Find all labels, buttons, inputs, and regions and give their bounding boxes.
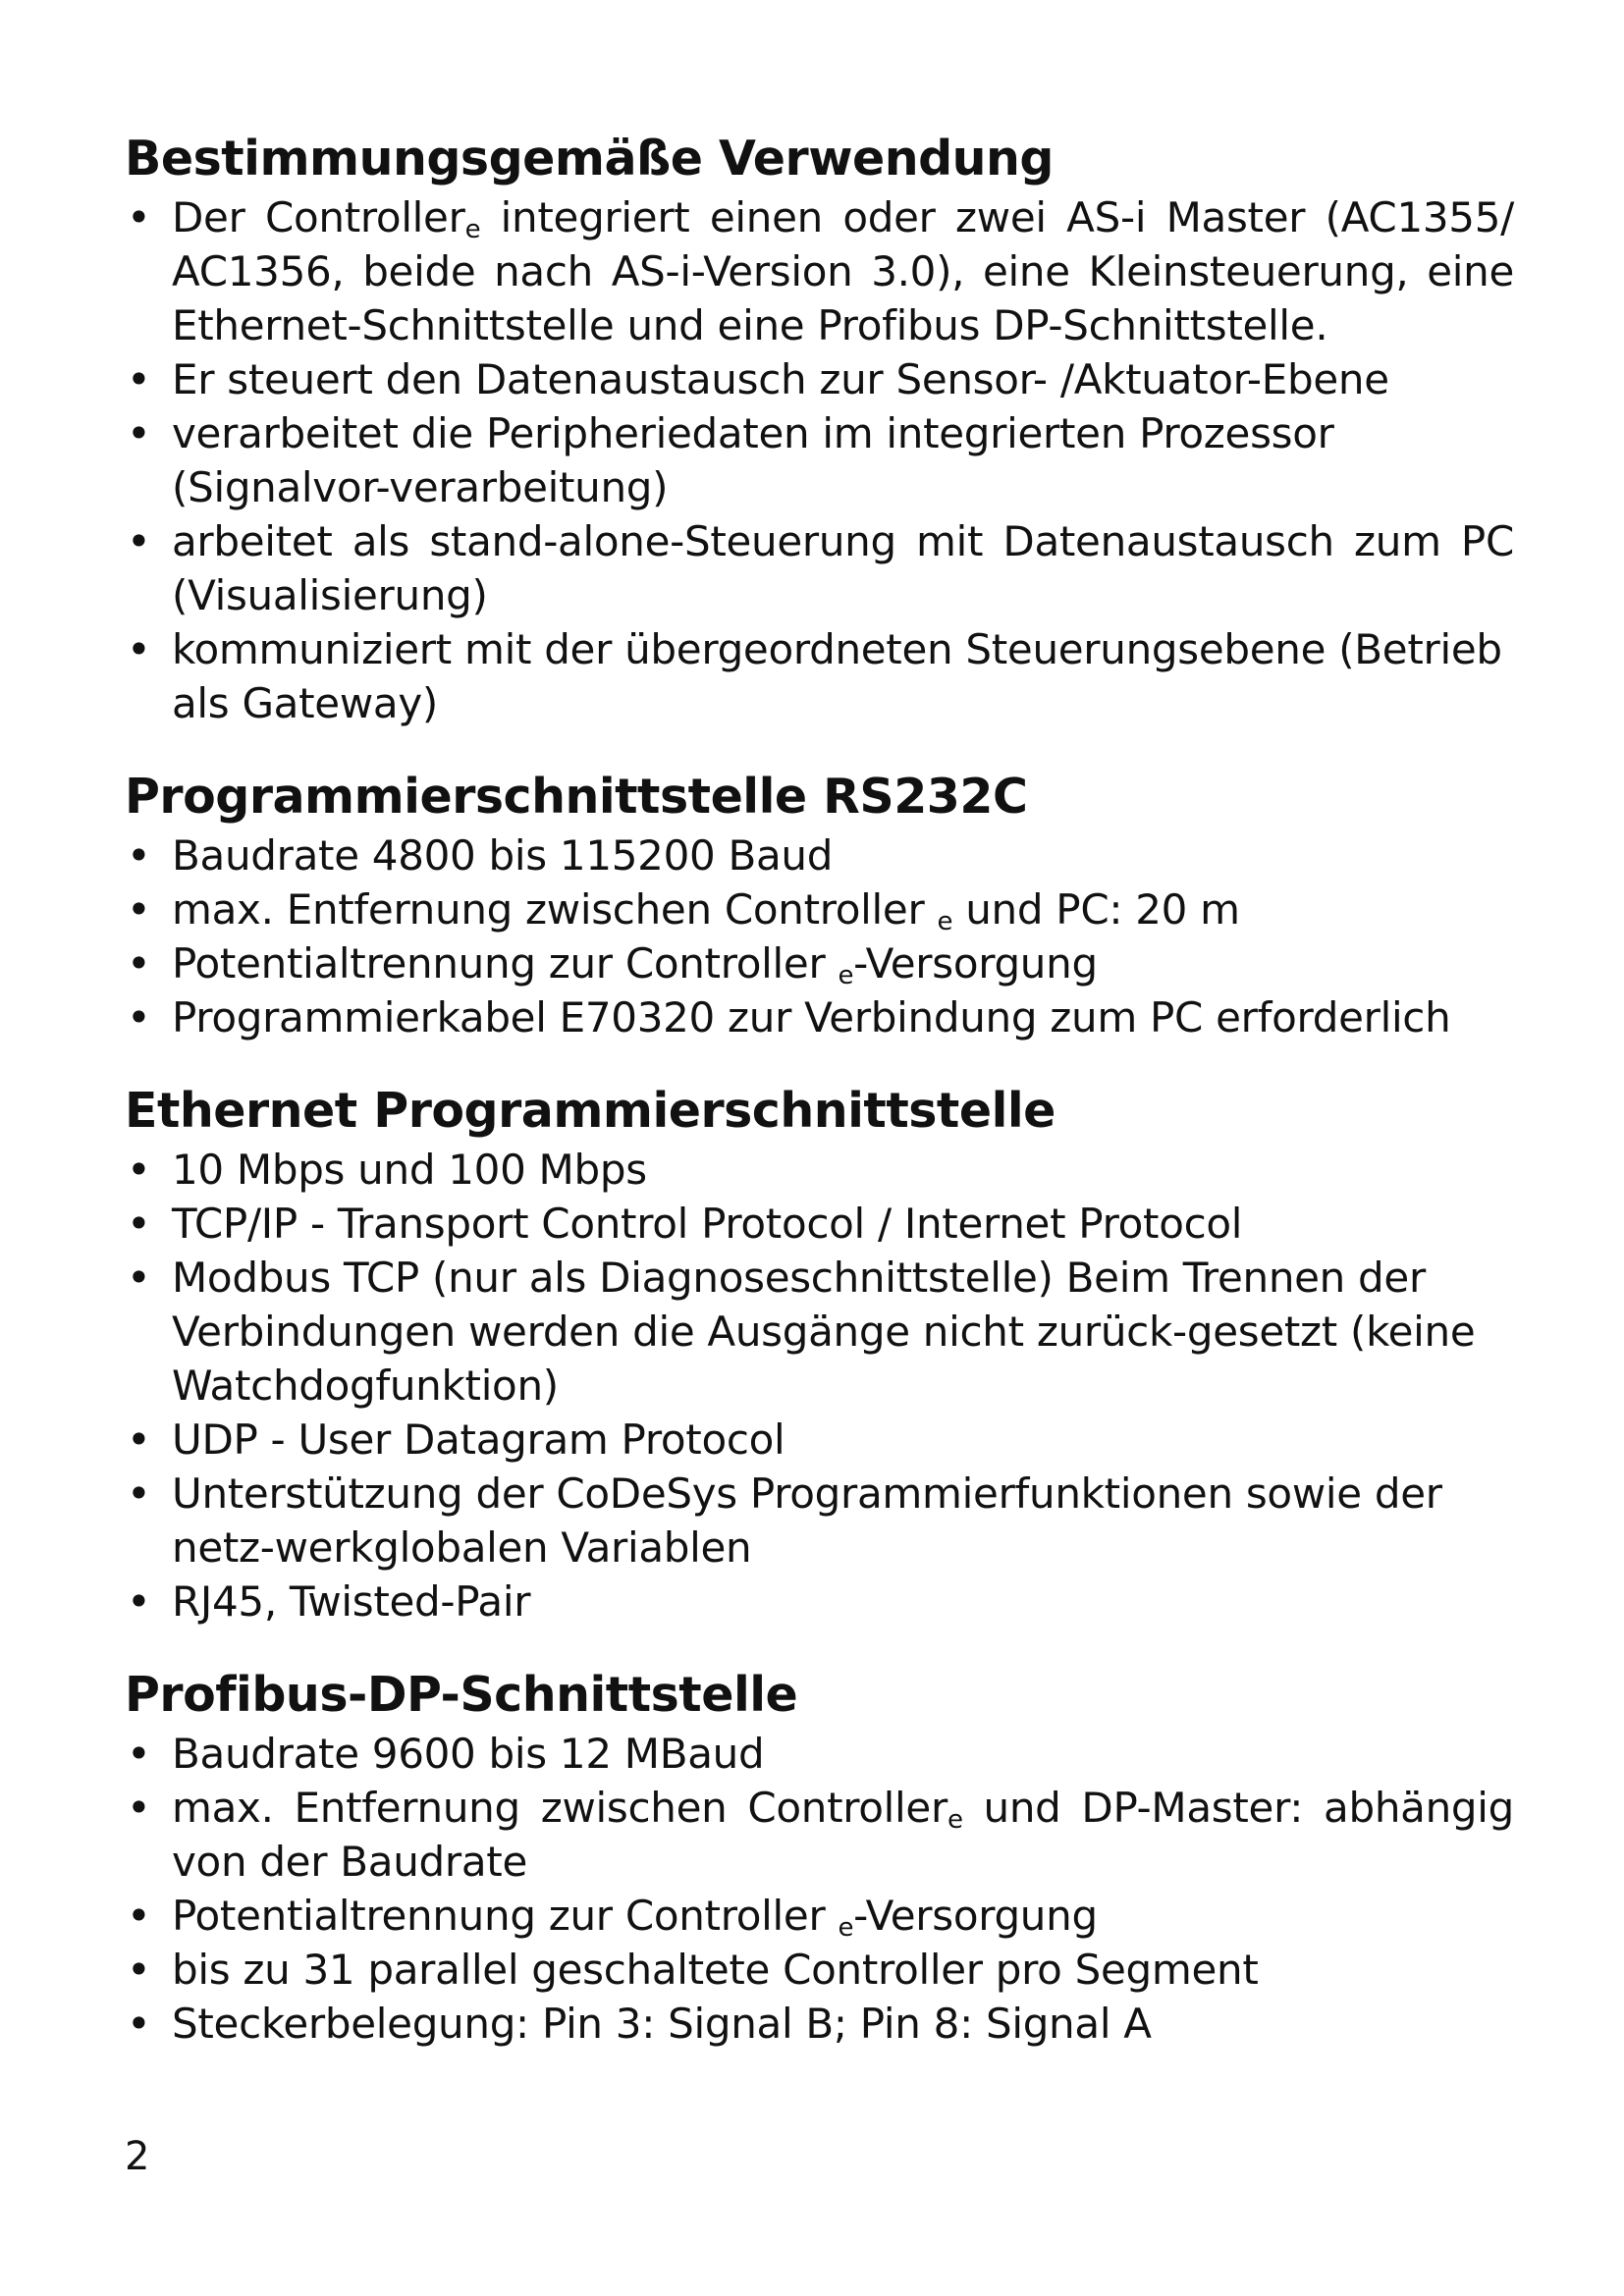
- item-subscript: e: [838, 1913, 854, 1943]
- bullet-icon: •: [127, 993, 151, 1041]
- section-title: Bestimmungsgemäße Verwendung: [125, 131, 1054, 187]
- bullet-icon: •: [127, 885, 151, 934]
- section-ethernet: [125, 1080, 1514, 1629]
- item-text: max. Entfernung zwischen Controller: [172, 1784, 947, 1832]
- item-text: RJ45, Twisted-Pair: [172, 1577, 531, 1626]
- item-text-cont: -Versorgung: [853, 1892, 1098, 1940]
- bullet-icon: •: [127, 831, 151, 880]
- list-item: [125, 1997, 1514, 2051]
- section-title: Ethernet Programmierschnittstelle: [125, 1083, 1056, 1139]
- list-item: [125, 936, 1514, 990]
- section-intended-use: [125, 128, 1514, 730]
- bullet-list: [125, 1727, 1514, 2051]
- bullet-icon: •: [127, 1469, 151, 1518]
- list-item: [125, 190, 1514, 352]
- bullet-icon: •: [127, 2000, 151, 2048]
- section-title: Profibus-DP-Schnittstelle: [125, 1667, 798, 1723]
- page-number: 2: [125, 2134, 150, 2179]
- bullet-icon: •: [127, 193, 151, 241]
- list-item: [125, 622, 1514, 730]
- bullet-icon: •: [127, 1892, 151, 1940]
- bullet-icon: •: [127, 1415, 151, 1464]
- item-text: Potentialtrennung zur Controller: [172, 939, 839, 988]
- item-text: bis zu 31 parallel geschaltete Controller pro Segment: [172, 1946, 1259, 1994]
- list-item: [125, 1413, 1514, 1467]
- bullet-icon: •: [127, 355, 151, 403]
- list-item: [125, 1467, 1514, 1575]
- item-text: arbeitet als stand-alone-Steuerung mit Datenaustausch zum PC (Visualisierung): [172, 517, 1514, 619]
- bullet-list: [125, 190, 1514, 730]
- item-subscript: e: [937, 907, 953, 936]
- item-text-cont: und DP-Master: abhängig von der Baudrate: [172, 1784, 1515, 1886]
- list-item: [125, 1575, 1514, 1629]
- bullet-icon: •: [127, 1784, 151, 1832]
- list-item: [125, 1943, 1514, 1997]
- item-text: max. Entfernung zwischen Controller: [172, 885, 938, 934]
- section-title: Programmierschnittstelle RS232C: [125, 769, 1028, 825]
- bullet-icon: •: [127, 1577, 151, 1626]
- item-text: Potentialtrennung zur Controller: [172, 1892, 839, 1940]
- bullet-icon: •: [127, 1730, 151, 1778]
- item-text: UDP - User Datagram Protocol: [172, 1415, 785, 1464]
- bullet-list: [125, 828, 1514, 1044]
- bullet-icon: •: [127, 1200, 151, 1248]
- item-text: TCP/IP - Transport Control Protocol / Internet Protocol: [172, 1200, 1243, 1248]
- list-item: [125, 1781, 1514, 1889]
- item-text: Unterstützung der CoDeSys Programmierfunktionen sowie der netz-werkglobalen Variablen: [172, 1469, 1442, 1572]
- list-item: [125, 882, 1514, 936]
- item-text: Baudrate 9600 bis 12 MBaud: [172, 1730, 765, 1778]
- list-item: [125, 990, 1514, 1044]
- item-text: Programmierkabel E70320 zur Verbindung zum PC erforderlich: [172, 993, 1451, 1041]
- list-item: [125, 1197, 1514, 1251]
- bullet-list: [125, 1143, 1514, 1629]
- item-subscript: e: [464, 215, 481, 244]
- section-rs232c: [125, 766, 1514, 1044]
- bullet-icon: •: [127, 625, 151, 673]
- item-text: Steckerbelegung: Pin 3: Signal B; Pin 8: Signal A: [172, 2000, 1152, 2048]
- bullet-icon: •: [127, 517, 151, 565]
- item-text: 10 Mbps und 100 Mbps: [172, 1146, 647, 1194]
- list-item: [125, 1143, 1514, 1197]
- item-text-cont: und PC: 20 m: [952, 885, 1240, 934]
- bullet-icon: •: [127, 1946, 151, 1994]
- bullet-icon: •: [127, 1146, 151, 1194]
- section-profibus: [125, 1664, 1514, 2051]
- item-text: kommuniziert mit der übergeordneten Steuerungsebene (Betrieb als Gateway): [172, 625, 1502, 727]
- item-text-cont: integriert einen oder zwei AS-i Master (AC1355/ AC1356, beide nach AS-i-Version 3.0), eine Kleinsteuerung, eine Ethernet-Schnittstelle und eine Profibus DP-Schnittstelle.: [172, 193, 1514, 349]
- bullet-icon: •: [127, 409, 151, 457]
- item-text-cont: -Versorgung: [853, 939, 1098, 988]
- item-text: Modbus TCP (nur als Diagnoseschnittstelle) Beim Trennen der Verbindungen werden die Ausgänge nicht zurück-gesetzt (keine Watchdogfunktion): [172, 1254, 1476, 1410]
- list-item: [125, 406, 1514, 514]
- list-item: [125, 1251, 1514, 1413]
- list-item: [125, 352, 1514, 406]
- list-item: [125, 1727, 1514, 1781]
- item-text: Baudrate 4800 bis 115200 Baud: [172, 831, 834, 880]
- bullet-icon: •: [127, 939, 151, 988]
- item-text: Er steuert den Datenaustausch zur Sensor- /Aktuator-Ebene: [172, 355, 1389, 403]
- bullet-icon: •: [127, 1254, 151, 1302]
- item-subscript: e: [838, 961, 854, 990]
- list-item: [125, 514, 1514, 622]
- list-item: [125, 1889, 1514, 1943]
- list-item: [125, 828, 1514, 882]
- item-text: verarbeitet die Peripheriedaten im integrierten Prozessor (Signalvor-verarbeitung): [172, 409, 1334, 511]
- document-page: [125, 128, 1514, 2051]
- item-subscript: e: [947, 1805, 963, 1835]
- item-text: Der Controller: [172, 193, 465, 241]
